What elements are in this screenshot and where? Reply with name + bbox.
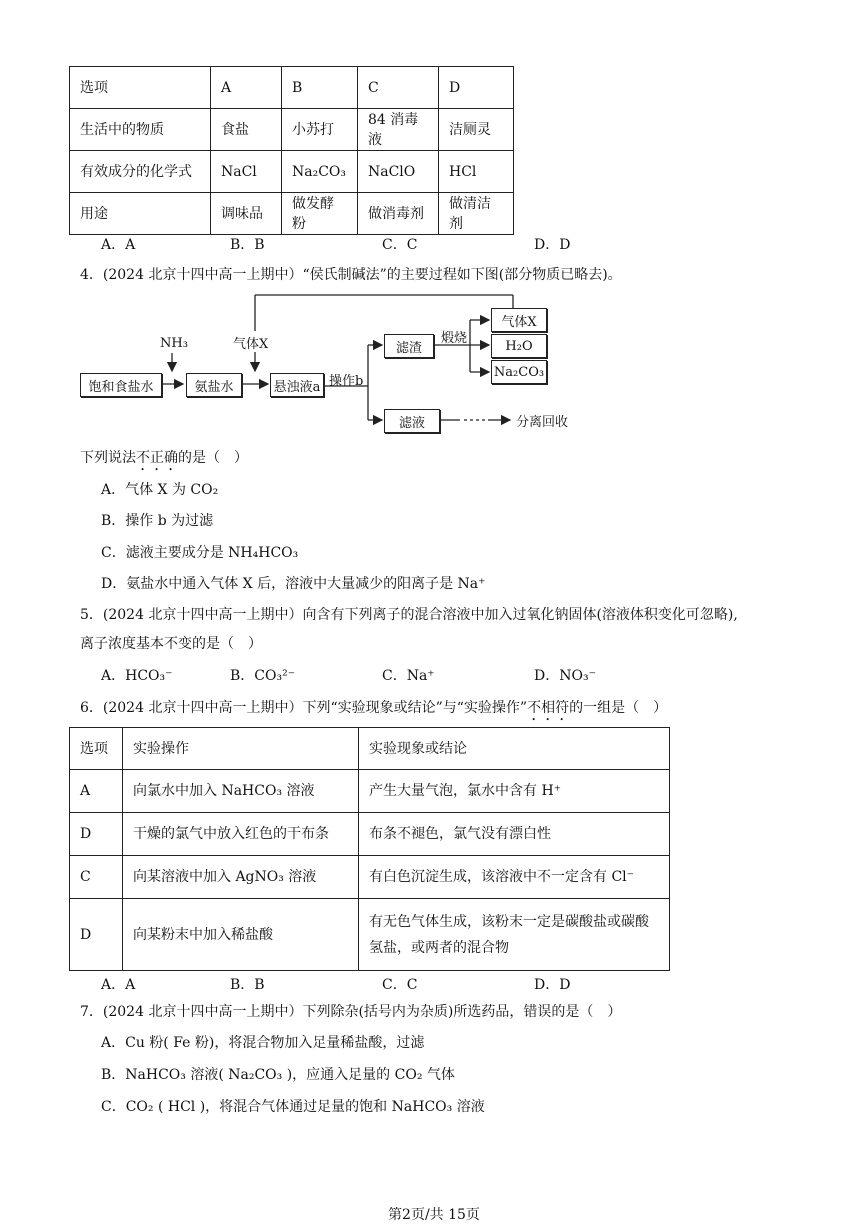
q5-stem-line1: 5．(2024 北京十四中高一上期中）向含有下列离子的混合溶液中加入过氧化钠固体(溶液体积变化可忽略), <box>80 607 738 623</box>
table-cell: B <box>282 67 358 109</box>
table-row <box>70 856 670 899</box>
table-cell: 调味品 <box>211 193 282 235</box>
table-row <box>70 770 670 813</box>
table-cell: 食盐 <box>211 109 282 151</box>
flow-label-recycle: 分离回收 <box>516 415 569 430</box>
q5-stem-line2: 离子浓度基本不变的是（ ） <box>80 636 262 652</box>
table-row <box>70 813 670 856</box>
table-cell: D <box>70 899 123 971</box>
table-cell: NaCl <box>211 151 282 193</box>
table-cell: 布条不褪色，氯气没有漂白性 <box>359 813 670 856</box>
table-cell: A <box>211 67 282 109</box>
table-row <box>70 109 514 151</box>
q4-option-a[interactable]: A．气体 X 为 CO₂ <box>101 482 219 498</box>
q3-table <box>69 66 514 235</box>
table-cell: 干燥的氯气中放入红色的干布条 <box>123 813 359 856</box>
table-row <box>70 899 670 971</box>
q3-option-a[interactable]: A．A <box>101 237 136 253</box>
table-cell: 洁厕灵 <box>439 109 514 151</box>
table-cell: 用途 <box>70 193 211 235</box>
q4-stem: 4．(2024 北京十四中高一上期中）“侯氏制碱法”的主要过程如下图(部分物质已略去)。 <box>80 267 622 283</box>
table-row <box>70 151 514 193</box>
q6-option-a[interactable]: A．A <box>101 977 136 993</box>
table-cell: 产生大量气泡，氯水中含有 H⁺ <box>359 770 670 813</box>
table-cell: 向某溶液中加入 AgNO₃ 溶液 <box>123 856 359 899</box>
table-cell: 有无色气体生成，该粉末一定是碳酸盐或碳酸氢盐，或两者的混合物 <box>359 899 670 971</box>
table-cell: 84 消毒液 <box>358 109 439 151</box>
q3-option-c[interactable]: C．C <box>382 237 418 253</box>
table-cell: 选项 <box>70 67 211 109</box>
table-row <box>70 728 670 770</box>
q6-stem <box>80 698 667 724</box>
q7-stem: 7．(2024 北京十四中高一上期中）下列除杂(括号内为杂质)所选药品，错误的是（ ） <box>80 1004 622 1020</box>
table-cell: 生活中的物质 <box>70 109 211 151</box>
q6-stem-emphasis: 不相符 <box>527 700 570 716</box>
flow-box-water-output: H₂O <box>491 334 547 358</box>
table-cell: 有效成分的化学式 <box>70 151 211 193</box>
table-cell: D <box>70 813 123 856</box>
flow-label-nh3: NH₃ <box>160 336 188 351</box>
flow-box-residue: 滤渣 <box>384 334 434 358</box>
table-row <box>70 67 514 109</box>
table-header-cell: 选项 <box>70 728 123 770</box>
table-cell: C <box>70 856 123 899</box>
q6-stem-post: 的一组是（ ） <box>569 700 668 716</box>
flow-box-soda-output: Na₂CO₃ <box>491 360 547 384</box>
flow-label-calcine: 煅烧 <box>441 331 468 346</box>
q7-option-c[interactable]: C．CO₂ ( HCl )，将混合气体通过足量的饱和 NaHCO₃ 溶液 <box>101 1099 485 1115</box>
table-cell: 向某粉末中加入稀盐酸 <box>123 899 359 971</box>
table-cell: NaClO <box>358 151 439 193</box>
q6-option-c[interactable]: C．C <box>382 977 418 993</box>
page-footer: 第2页/共 15页 <box>388 1207 480 1223</box>
q4-option-d[interactable]: D．氨盐水中通入气体 X 后，溶液中大量减少的阳离子是 Na⁺ <box>101 576 486 592</box>
flow-box-filtrate: 滤液 <box>384 409 440 433</box>
q7-option-b[interactable]: B．NaHCO₃ 溶液( Na₂CO₃ )，应通入足量的 CO₂ 气体 <box>101 1067 455 1083</box>
table-cell: HCl <box>439 151 514 193</box>
q5-option-a[interactable]: A．HCO₃⁻ <box>101 668 173 684</box>
flow-label-operation-b: 操作b <box>329 374 364 389</box>
table-cell: C <box>358 67 439 109</box>
table-cell: 做消毒剂 <box>358 193 439 235</box>
table-cell: 做清洁剂 <box>439 193 514 235</box>
q4-option-c[interactable]: C．滤液主要成分是 NH₄HCO₃ <box>101 545 299 561</box>
q5-option-d[interactable]: D．NO₃⁻ <box>534 668 596 684</box>
q7-option-a[interactable]: A．Cu 粉( Fe 粉)，将混合物加入足量稀盐酸，过滤 <box>101 1035 425 1051</box>
flow-box-saturated-brine: 饱和食盐水 <box>80 373 162 397</box>
q6-option-d[interactable]: D．D <box>534 977 571 993</box>
q4-question-emphasis: 不正确 <box>136 450 178 466</box>
q5-option-c[interactable]: C．Na⁺ <box>382 668 435 684</box>
table-header-cell: 实验现象或结论 <box>359 728 670 770</box>
q3-option-b[interactable]: B．B <box>230 237 265 253</box>
table-cell: Na₂CO₃ <box>282 151 358 193</box>
table-header-cell: 实验操作 <box>123 728 359 770</box>
table-cell: 做发酵粉 <box>282 193 358 235</box>
q4-question-pre: 下列说法 <box>80 450 136 466</box>
q6-table <box>69 727 670 971</box>
q6-option-b[interactable]: B．B <box>230 977 265 993</box>
q4-option-b[interactable]: B．操作 b 为过滤 <box>101 513 214 529</box>
q4-question-post: 的是（ ） <box>178 450 248 466</box>
table-cell: 有白色沉淀生成，该溶液中不一定含有 Cl⁻ <box>359 856 670 899</box>
flow-label-gas-x: 气体X <box>233 337 269 352</box>
flow-box-suspension: 悬浊液a <box>270 373 324 397</box>
q5-option-b[interactable]: B．CO₃²⁻ <box>230 668 296 684</box>
flow-box-ammonia-brine: 氨盐水 <box>186 373 242 397</box>
table-cell: A <box>70 770 123 813</box>
table-cell: D <box>439 67 514 109</box>
q4-question <box>80 448 248 474</box>
q6-stem-pre: 6．(2024 北京十四中高一上期中）下列“实验现象或结论”与“实验操作” <box>80 700 528 716</box>
q3-option-d[interactable]: D．D <box>534 237 571 253</box>
table-cell: 向氯水中加入 NaHCO₃ 溶液 <box>123 770 359 813</box>
table-cell: 小苏打 <box>282 109 358 151</box>
flow-box-gas-x-output: 气体X <box>491 308 547 332</box>
table-row <box>70 193 514 235</box>
